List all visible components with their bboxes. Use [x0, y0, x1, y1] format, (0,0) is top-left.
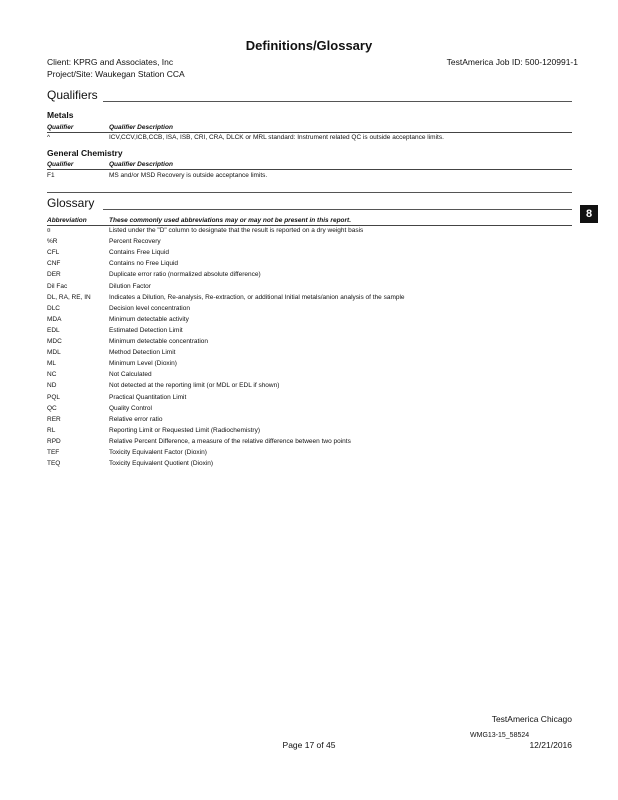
client-line: Client: KPRG and Associates, Inc: [47, 57, 174, 67]
glossary-abbreviation: NC: [47, 371, 57, 379]
metals-col-qualifier: Qualifier: [47, 124, 74, 131]
glossary-abbreviation: ND: [47, 382, 57, 390]
glossary-description: Minimum detectable concentration: [109, 338, 208, 345]
glossary-row: [47, 283, 567, 294]
glossary-description: Toxicity Equivalent Quotient (Dioxin): [109, 460, 214, 468]
footer-lab: TestAmerica Chicago: [491, 714, 572, 724]
glossary-description: Indicates a Dilution, Re-analysis, Re-extraction, or additional Initial metals/anion analysis of the sample: [109, 293, 405, 301]
glossary-abbreviation: MDA: [47, 315, 62, 323]
glossary-description: Percent Recovery: [109, 238, 161, 246]
glossary-description: Not Calculated: [109, 371, 152, 379]
glossary-description: Listed under the "D" column to designate that the result is reported on a dry weight basis: [109, 227, 364, 234]
glossary-description: Relative error ratio: [109, 415, 163, 423]
glossary-abbreviation: TEQ: [47, 460, 61, 468]
glossary-description: Contains Free Liquid: [109, 249, 169, 257]
qualifiers-rule: [103, 101, 572, 102]
glossary-description: Method Detection Limit: [109, 349, 176, 357]
gc-col-description: Qualifier Description: [109, 161, 173, 168]
qualifiers-heading: Qualifiers: [47, 88, 98, 102]
footer-doc-id: WMG13-15_58524: [470, 732, 530, 739]
glossary-abbreviation: ML: [47, 360, 57, 368]
glossary-row: [47, 271, 567, 282]
glossary-description: Quality Control: [109, 404, 152, 412]
glossary-description: Toxicity Equivalent Factor (Dioxin): [109, 449, 207, 456]
glossary-abbreviation: RER: [47, 415, 61, 423]
gc-col-qualifier: Qualifier: [47, 161, 74, 168]
glossary-row: [47, 382, 567, 393]
glossary-description: Reporting Limit or Requested Limit (Radiochemistry): [109, 426, 261, 434]
gc-row-description: MS and/or MSD Recovery is outside acceptance limits.: [109, 172, 268, 179]
glossary-abbreviation: DER: [47, 271, 61, 279]
glossary-row: [47, 416, 567, 427]
project-line: Project/Site: Waukegan Station CCA: [47, 69, 185, 79]
general-chemistry-heading: General Chemistry: [47, 148, 123, 158]
metals-col-description: Qualifier Description: [109, 124, 173, 131]
glossary-abbreviation: MDC: [47, 338, 62, 345]
glossary-row: [47, 249, 567, 260]
footer-date: 12/21/2016: [529, 740, 572, 750]
glossary-abbreviation: CNF: [47, 260, 61, 268]
glossary-row: [47, 338, 567, 349]
glossary-col-description: These commonly used abbreviations may or may not be present in this report.: [109, 217, 352, 224]
glossary-row: [47, 460, 567, 471]
glossary-header-rule: [47, 225, 572, 226]
glossary-description: Estimated Detection Limit: [109, 326, 183, 334]
glossary-col-abbreviation: Abbreviation: [47, 217, 87, 224]
metals-header-rule: [47, 132, 572, 133]
glossary-row: [47, 238, 567, 249]
glossary-abbreviation: DL, RA, RE, IN: [47, 293, 91, 301]
glossary-description: Contains no Free Liquid: [109, 260, 179, 268]
footer-page: Page 17 of 45: [282, 740, 336, 750]
glossary-row: [47, 316, 567, 327]
glossary-abbreviation: PQL: [47, 393, 61, 401]
glossary-row: [47, 371, 567, 382]
section-tab-badge: 8: [580, 205, 598, 223]
glossary-description: Minimum Level (Dioxin): [109, 360, 177, 368]
glossary-row: [47, 305, 567, 316]
glossary-rule: [103, 209, 572, 210]
glossary-abbreviation: RL: [47, 426, 56, 434]
glossary-description: Relative Percent Difference, a measure of the relative difference between two points: [109, 437, 351, 445]
glossary-row: [47, 349, 567, 360]
glossary-abbreviation: ¤: [47, 227, 51, 234]
glossary-row: [47, 427, 567, 438]
glossary-description: Not detected at the reporting limit (or MDL or EDL if shown): [109, 382, 280, 390]
glossary-row: [47, 294, 567, 305]
glossary-description: Practical Quantitation Limit: [109, 393, 187, 401]
metals-row-description: ICV,CCV,ICB,CCB, ISA, ISB, CRI, CRA, DLCK or MRL standard: Instrument related QC is outside acceptance limits.: [109, 134, 444, 141]
glossary-row: [47, 449, 567, 460]
glossary-abbreviation: Dil Fac: [47, 282, 68, 290]
glossary-abbreviation: MDL: [47, 349, 61, 357]
glossary-abbreviation: %R: [47, 238, 58, 246]
glossary-description: Minimum detectable activity: [109, 315, 189, 323]
glossary-abbreviation: CFL: [47, 249, 60, 257]
glossary-abbreviation: DLC: [47, 304, 61, 312]
gc-header-rule: [47, 169, 572, 170]
glossary-description: Dilution Factor: [109, 282, 151, 290]
glossary-row: [47, 405, 567, 416]
glossary-abbreviation: EDL: [47, 326, 60, 334]
glossary-row: [47, 360, 567, 371]
page-title: Definitions/Glossary: [245, 38, 373, 53]
glossary-heading: Glossary: [47, 196, 95, 210]
glossary-row: [47, 327, 567, 338]
glossary-row: [47, 260, 567, 271]
glossary-row: [47, 438, 567, 449]
glossary-abbreviation: RPD: [47, 437, 61, 445]
glossary-row: [47, 227, 567, 238]
gc-row-qualifier: F1: [47, 172, 55, 179]
metals-heading: Metals: [47, 110, 74, 120]
section-divider: [47, 192, 572, 193]
glossary-row: [47, 394, 567, 405]
glossary-abbreviation: QC: [47, 404, 57, 412]
job-id: TestAmerica Job ID: 500-120991-1: [446, 57, 578, 67]
metals-row-qualifier: ^: [47, 134, 51, 141]
glossary-description: Decision level concentration: [109, 304, 190, 312]
glossary-description: Duplicate error ratio (normalized absolute difference): [109, 271, 261, 279]
glossary-abbreviation: TEF: [47, 449, 60, 456]
